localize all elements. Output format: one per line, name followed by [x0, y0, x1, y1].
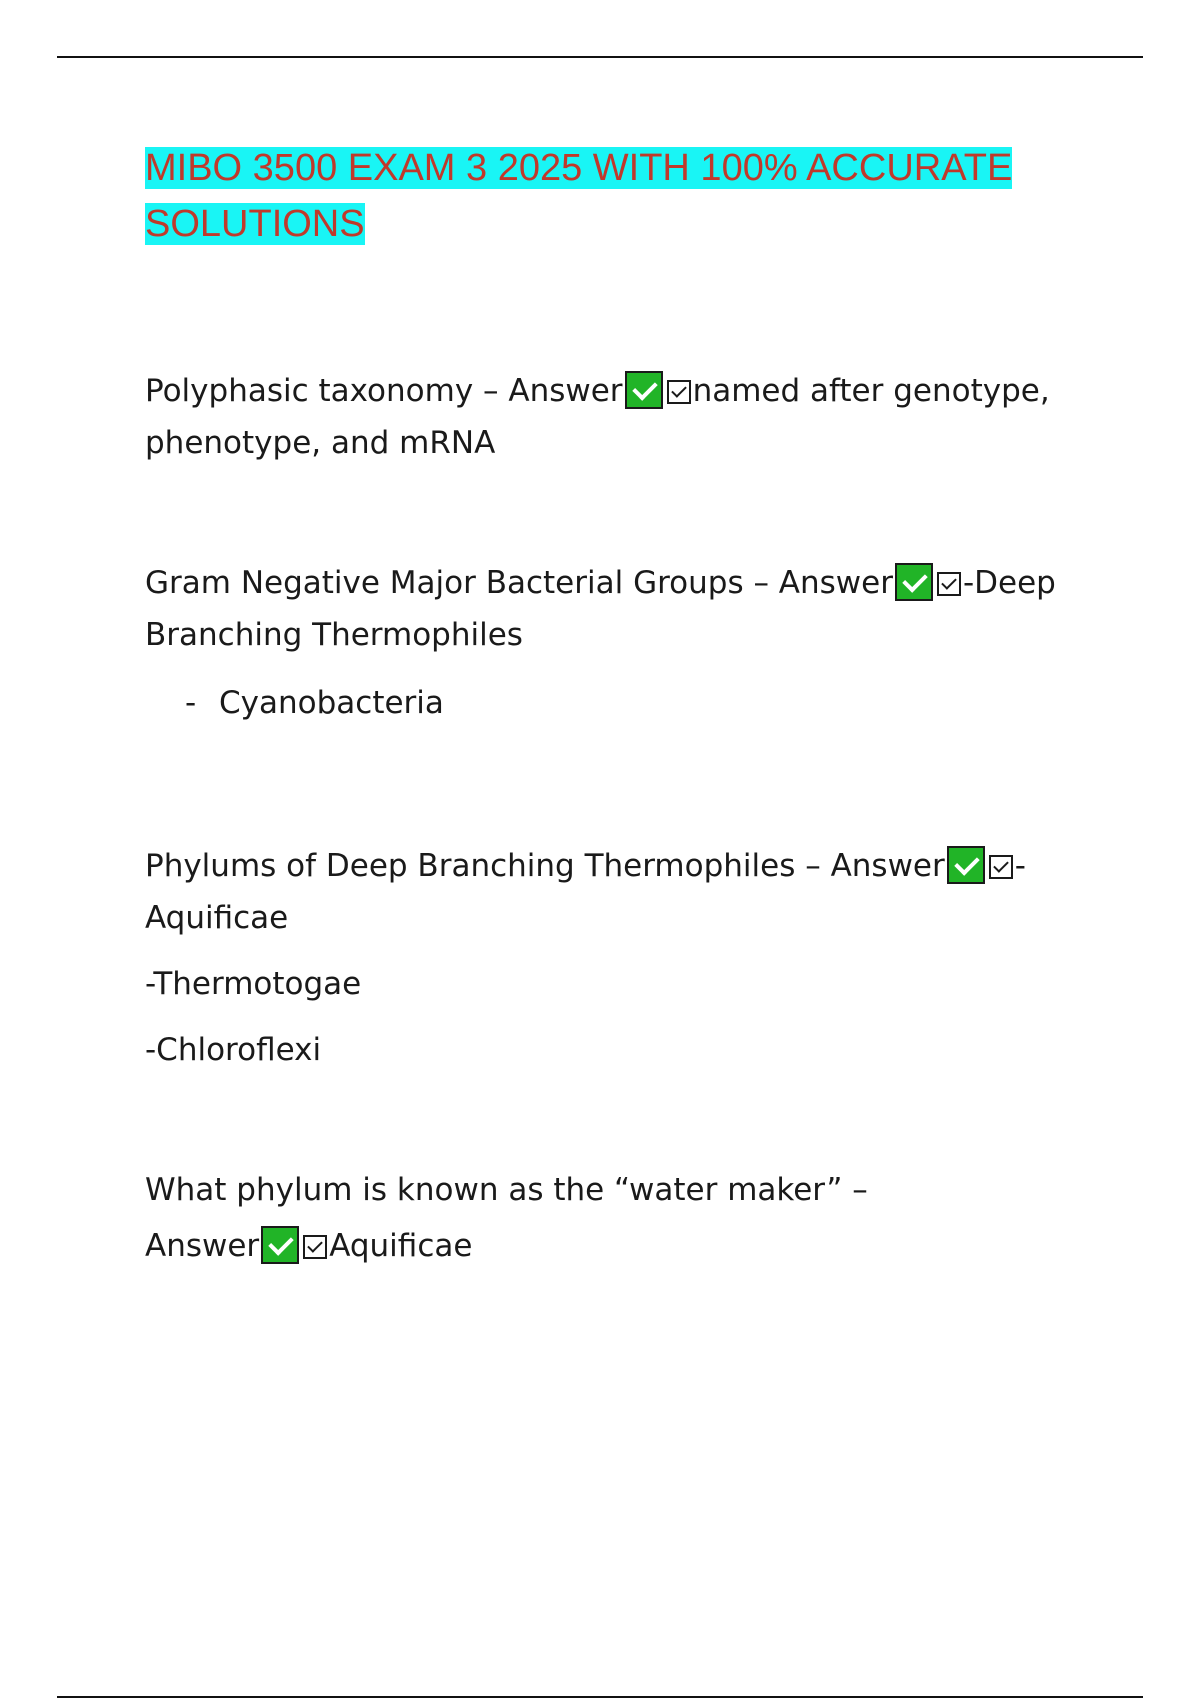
check-mark-icon [947, 846, 985, 884]
check-mark-icon [625, 371, 663, 409]
question-text: Phylums of Deep Branching Thermophiles – Answer [145, 848, 945, 884]
check-mark-icon [261, 1226, 299, 1264]
qa-paragraph [145, 1164, 1075, 1216]
answer-text: named after genotype, phenotype, and mRNA [145, 373, 1050, 461]
ballot-box-icon [303, 1235, 327, 1259]
bullet-item [145, 677, 1075, 729]
header-rule [57, 56, 1143, 58]
answer-text: Aquificae [329, 1228, 473, 1264]
question-text: Gram Negative Major Bacterial Groups – Answer [145, 565, 893, 601]
bullet-text: Cyanobacteria [219, 685, 444, 721]
qa-paragraph [145, 840, 1075, 944]
question-text: Polyphasic taxonomy – Answer [145, 373, 623, 409]
qa-item-3 [145, 840, 1075, 1076]
qa-item-1 [145, 365, 1075, 469]
check-mark-icon [895, 563, 933, 601]
answer-line: -Chloroflexi [145, 1032, 322, 1068]
answer-text: -Deep Branching Thermophiles [145, 565, 1056, 653]
answer-text: -Aquificae [145, 848, 1026, 936]
answer-line [145, 1220, 1075, 1272]
answer-line: -Thermotogae [145, 966, 362, 1002]
footer-rule [57, 1696, 1143, 1698]
qa-paragraph [145, 557, 1075, 661]
document-title: MIBO 3500 EXAM 3 2025 WITH 100% ACCURATE SOLUTIONS [145, 147, 1013, 245]
ballot-box-icon [989, 855, 1013, 879]
qa-paragraph [145, 365, 1075, 469]
ballot-box-icon [667, 380, 691, 404]
ballot-box-icon [937, 572, 961, 596]
qa-item-2 [145, 557, 1075, 729]
dash-bullet: - [185, 685, 197, 721]
answer-prefix: Answer [145, 1228, 260, 1264]
qa-item-4 [145, 1164, 1075, 1272]
question-text: What phylum is known as the “water maker” – [145, 1172, 868, 1208]
